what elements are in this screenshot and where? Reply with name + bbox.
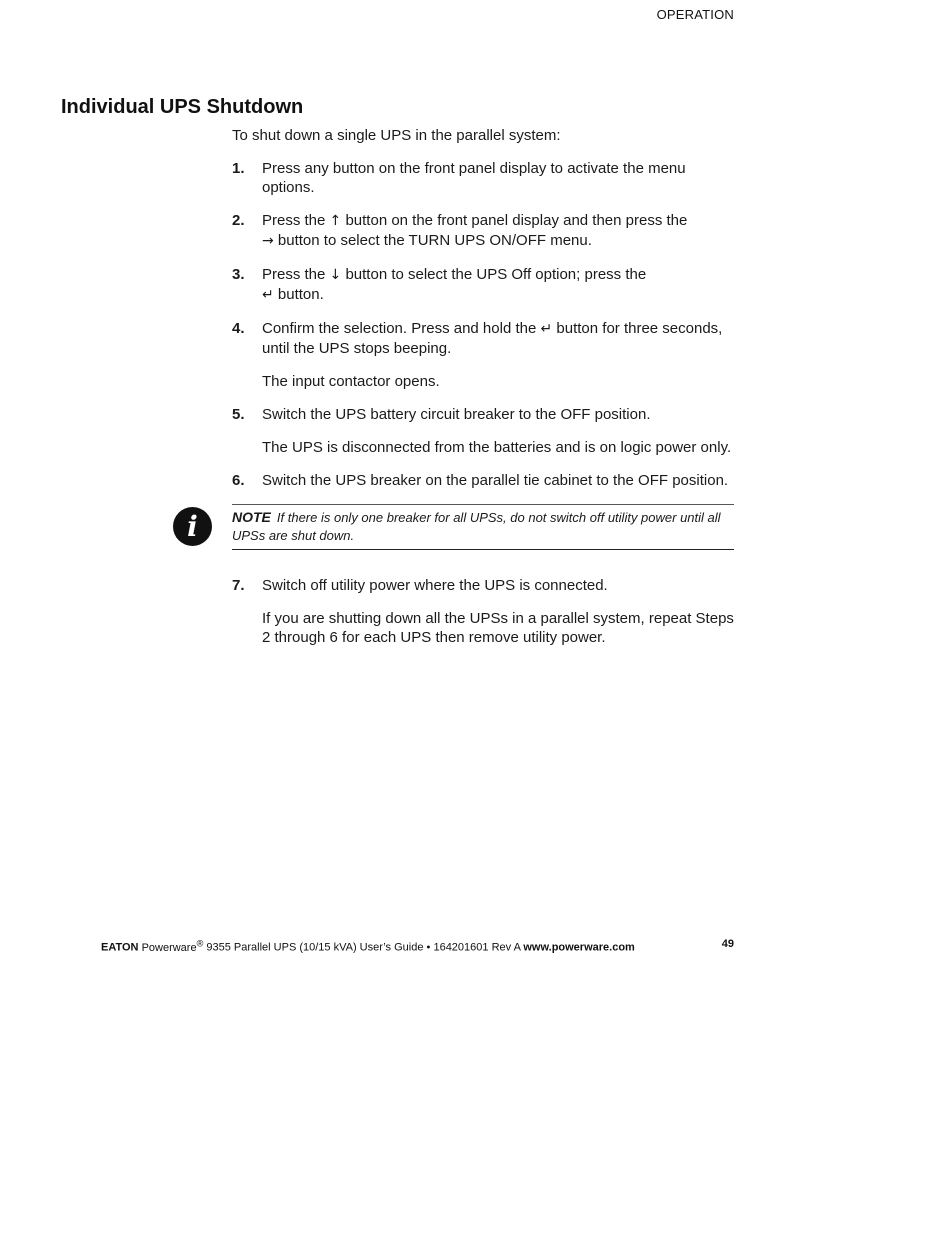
step-1 <box>232 159 734 197</box>
intro-text: To shut down a single UPS in the parallel system: <box>232 127 561 144</box>
step-number: 3. <box>232 266 245 283</box>
step-text: Press any button on the front panel display to activate the menu options. <box>262 160 686 196</box>
footer-separator: • <box>426 941 431 954</box>
step-text: Press the ↑ button on the front panel display and then press the → button to select the TURN UPS ON/OFF menu. <box>262 212 688 249</box>
content-body <box>187 126 734 661</box>
step-result: The UPS is disconnected from the batteries and is on logic power only. <box>262 439 732 456</box>
step-number: 7. <box>232 577 245 594</box>
running-header: OPERATION <box>656 7 734 22</box>
step-number: 5. <box>232 406 245 423</box>
right-arrow-icon: → <box>262 233 274 249</box>
step-7 <box>232 576 734 595</box>
down-arrow-icon: ↓ <box>329 267 342 283</box>
step-number: 2. <box>232 212 245 229</box>
page-footer <box>101 938 734 954</box>
step-text: Switch off utility power where the UPS is connected. <box>262 577 608 594</box>
step-3 <box>232 265 734 305</box>
step-4 <box>232 319 734 358</box>
note-box <box>187 504 734 550</box>
footer-brand: EATON <box>101 941 139 954</box>
note-text: If there is only one breaker for all UPSs, do not switch off utility power until all UPSs are shut down. <box>232 510 721 543</box>
step-result: The input contactor opens. <box>262 373 440 390</box>
step-text: Confirm the selection. Press and hold the ↵ button for three seconds, until the UPS stops beeping. <box>262 320 723 357</box>
footer-doc-title: 9355 Parallel UPS (10/15 kVA) User’s Guide <box>206 941 424 954</box>
step-number: 4. <box>232 320 245 337</box>
step-text: Switch the UPS battery circuit breaker to the OFF position. <box>262 406 651 423</box>
up-arrow-icon: ↑ <box>329 213 342 229</box>
enter-arrow-icon: ↵ <box>262 287 274 303</box>
step-text: Press the ↓ button to select the UPS Off option; press the ↵ button. <box>262 266 647 303</box>
footer-doc-number: 164201601 Rev A <box>433 941 521 954</box>
footer-url[interactable]: www.powerware.com <box>523 941 635 954</box>
info-icon: i <box>173 507 212 546</box>
step-result: If you are shutting down all the UPSs in a parallel system, repeat Steps 2 through 6 for each UPS then remove utility power. <box>262 610 734 646</box>
section-title: Individual UPS Shutdown <box>61 96 304 118</box>
step-number: 6. <box>232 472 245 489</box>
page-number: 49 <box>721 938 734 950</box>
step-number: 1. <box>232 160 245 177</box>
step-text: Switch the UPS breaker on the parallel tie cabinet to the OFF position. <box>262 472 729 489</box>
footer-product: Powerware® <box>141 938 204 954</box>
step-5 <box>232 405 734 424</box>
enter-arrow-icon: ↵ <box>540 321 553 337</box>
step-2 <box>232 211 734 251</box>
step-6 <box>232 471 734 490</box>
note-label: NOTE <box>232 509 271 525</box>
